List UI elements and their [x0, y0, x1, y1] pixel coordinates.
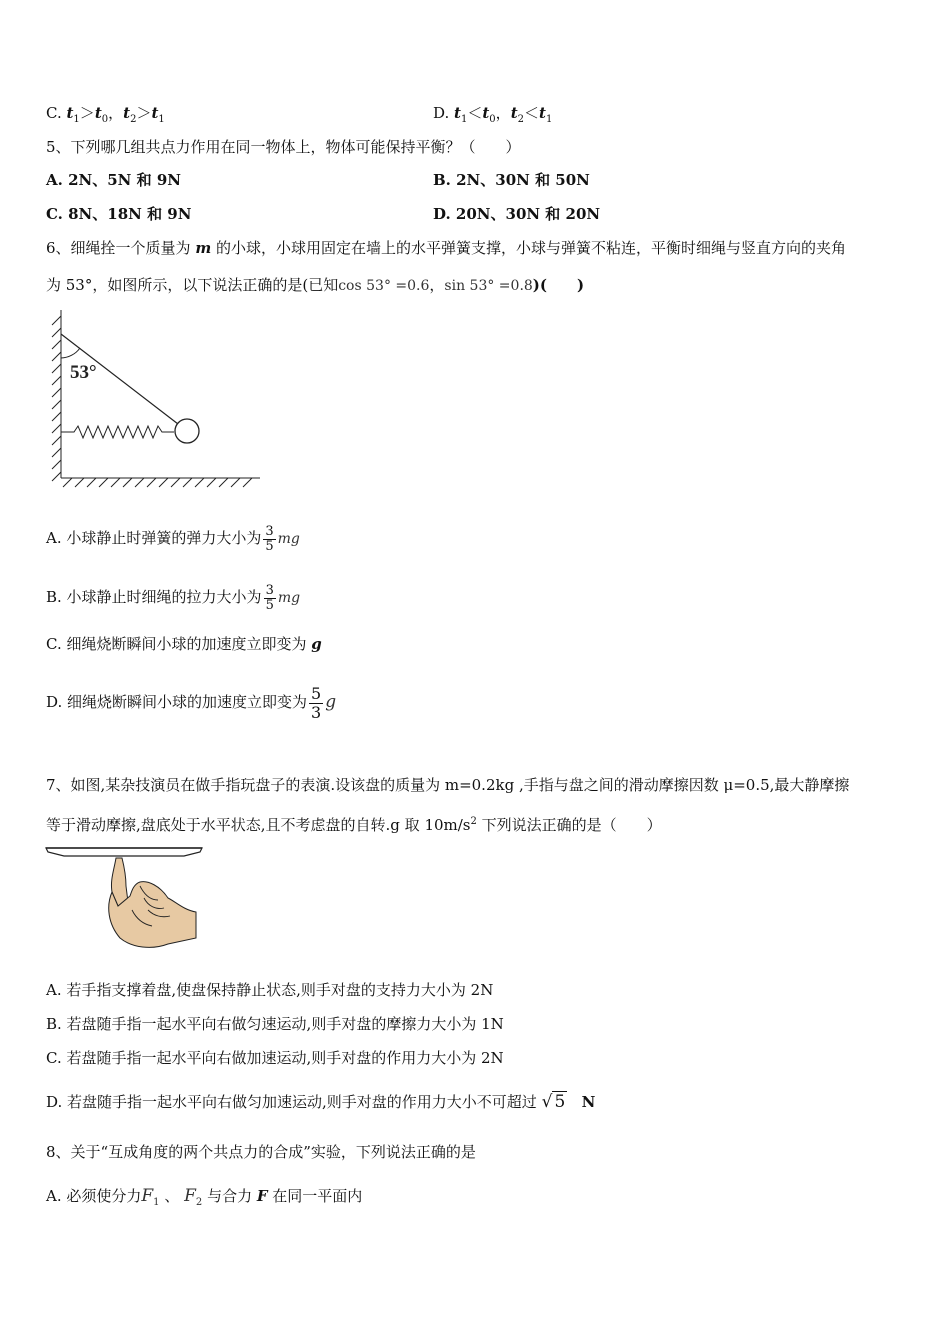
sqrt-symbol: √ 5 [541, 1092, 566, 1112]
q5-option-b: B. 2N、30N 和 50N [433, 171, 590, 189]
q8-option-a: A. 必须使分力$F_1$ 、 $F_2$ 与合力 F 在同一平面内 [46, 1186, 363, 1208]
q7-option-b: B. 若盘随手指一起水平向右做匀速运动,则手对盘的摩擦力大小为 1N [46, 1015, 504, 1033]
q6-option-b: B. 小球静止时细绳的拉力大小为 $\frac{3}{5}$ mg [46, 582, 301, 613]
q4-option-c: C. $t_1>t_0$，$t_2>t_1$ [46, 104, 165, 125]
plate [46, 848, 202, 856]
q6-option-d: D. 细绳烧断瞬间小球的加速度立即变为 $\frac{5}{3}$ g [46, 683, 337, 722]
angle-arc [61, 348, 80, 358]
q7-option-c: C. 若盘随手指一起水平向右做加速运动,则手对盘的作用力大小为 2N [46, 1049, 504, 1067]
q8-stem: 8、关于“互成角度的两个共点力的合成”实验，下列说法正确的是 [46, 1143, 476, 1161]
q5-option-d: D. 20N、30N 和 20N [433, 205, 601, 223]
spring [61, 426, 174, 438]
q7-option-a: A. 若手指支撑着盘,使盘保持静止状态,则手对盘的支持力大小为 2N [46, 981, 494, 999]
q6-stem-line2: 为 53°，如图所示，以下说法正确的是(已知cos 53° =0.6，sin 53° =0.8)( ) [46, 276, 585, 294]
wall-hatch [52, 316, 252, 487]
q7-option-d: D. 若盘随手指一起水平向右做匀加速运动,则手对盘的作用力大小不可超过 √ 5 N [46, 1082, 595, 1122]
q5-option-c: C. 8N、18N 和 9N [46, 205, 192, 223]
q7-stem-line2: 等于滑动摩擦,盘底处于水平状态,且不考虑盘的自转.g 取 $10m/s^2$ 下列说法正确的是（ ） [46, 816, 662, 834]
q7-figure-plate-on-finger [44, 840, 206, 952]
q6-figure-wall-spring-ball [44, 308, 264, 490]
q5-stem: 5、下列哪几组共点力作用在同一物体上，物体可能保持平衡？（ ） [46, 138, 521, 156]
q6-stem-line1: 6、细绳拴一个质量为 m 的小球，小球用固定在墙上的水平弹簧支撑，小球与弹簧不粘连，平衡时细绳与竖直方向的夹角 [46, 239, 846, 257]
angle-label: 53° [70, 362, 97, 383]
q5-option-a: A. 2N、5N 和 9N [46, 171, 181, 189]
q7-stem-line1: 7、如图,某杂技演员在做手指玩盘子的表演.设该盘的质量为 m=0.2kg ,手指与盘之间的滑动摩擦因数 μ=0.5,最大静摩擦 [46, 776, 850, 794]
ball [175, 419, 199, 443]
q6-option-c: C. 细绳烧断瞬间小球的加速度立即变为 g [46, 635, 322, 653]
q4-option-d: D. $t_1<t_0$，$t_2<t_1$ [433, 104, 553, 125]
q6-option-a: A. 小球静止时弹簧的弹力大小为 $\frac{3}{5}$ mg [46, 523, 300, 554]
